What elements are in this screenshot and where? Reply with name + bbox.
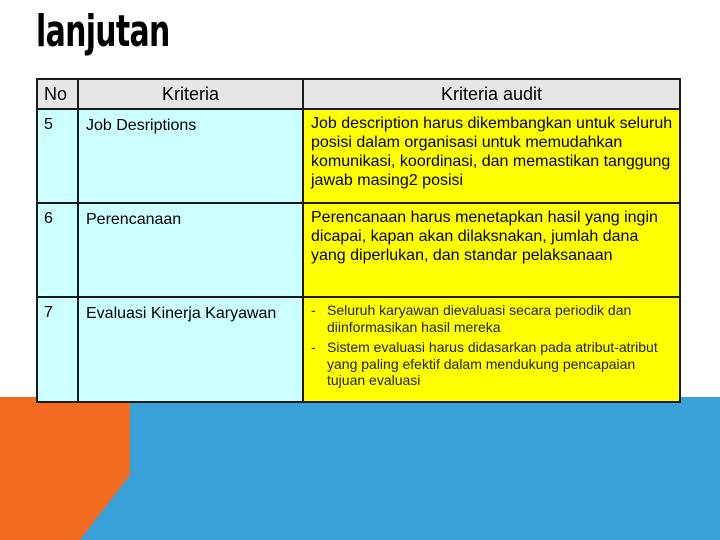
decor-diagonal-cut: [80, 397, 190, 540]
table-row: [37, 203, 680, 297]
dash-bullet-icon: -: [311, 302, 316, 318]
row-kriteria: Evaluasi Kinerja Karyawan: [78, 297, 303, 402]
header-kriteria-audit: Kriteria audit: [303, 79, 680, 109]
slide-title: lanjutan: [36, 6, 170, 57]
row-kriteria: Perencanaan: [78, 203, 303, 297]
audit-bullet: [311, 339, 673, 389]
row-number: 6: [37, 203, 78, 297]
dash-bullet-icon: -: [311, 339, 316, 355]
table-row: [37, 297, 680, 402]
row-kriteria-audit: [303, 297, 680, 402]
row-number: 5: [37, 109, 78, 203]
decor-blue-block: [130, 397, 720, 540]
table-header-row: [37, 79, 680, 109]
header-kriteria: Kriteria: [78, 79, 303, 109]
audit-bullet-list: [311, 302, 673, 389]
audit-bullet-text: Seluruh karyawan dievaluasi secara periodik dan diinformasikan hasil mereka: [327, 302, 632, 335]
row-kriteria: Job Desriptions: [78, 109, 303, 203]
header-no: No: [37, 79, 78, 109]
row-kriteria-audit: Job description harus dikembangkan untuk seluruh posisi dalam organisasi untuk memudahkan komunikasi, koordinasi, dan memastikan tanggung jawab masing2 posisi: [303, 109, 680, 203]
audit-bullet-text: Sistem evaluasi harus didasarkan pada atribut-atribut yang paling efektif dalam mendukung pencapaian tujuan evaluasi: [327, 339, 658, 388]
audit-bullet: [311, 302, 673, 335]
table-row: [37, 109, 680, 203]
row-number: 7: [37, 297, 78, 402]
row-kriteria-audit: Perencanaan harus menetapkan hasil yang ingin dicapai, kapan akan dilaksnakan, jumlah dana yang diperlukan, dan standar pelaksanaan: [303, 203, 680, 297]
criteria-table: [36, 78, 681, 403]
